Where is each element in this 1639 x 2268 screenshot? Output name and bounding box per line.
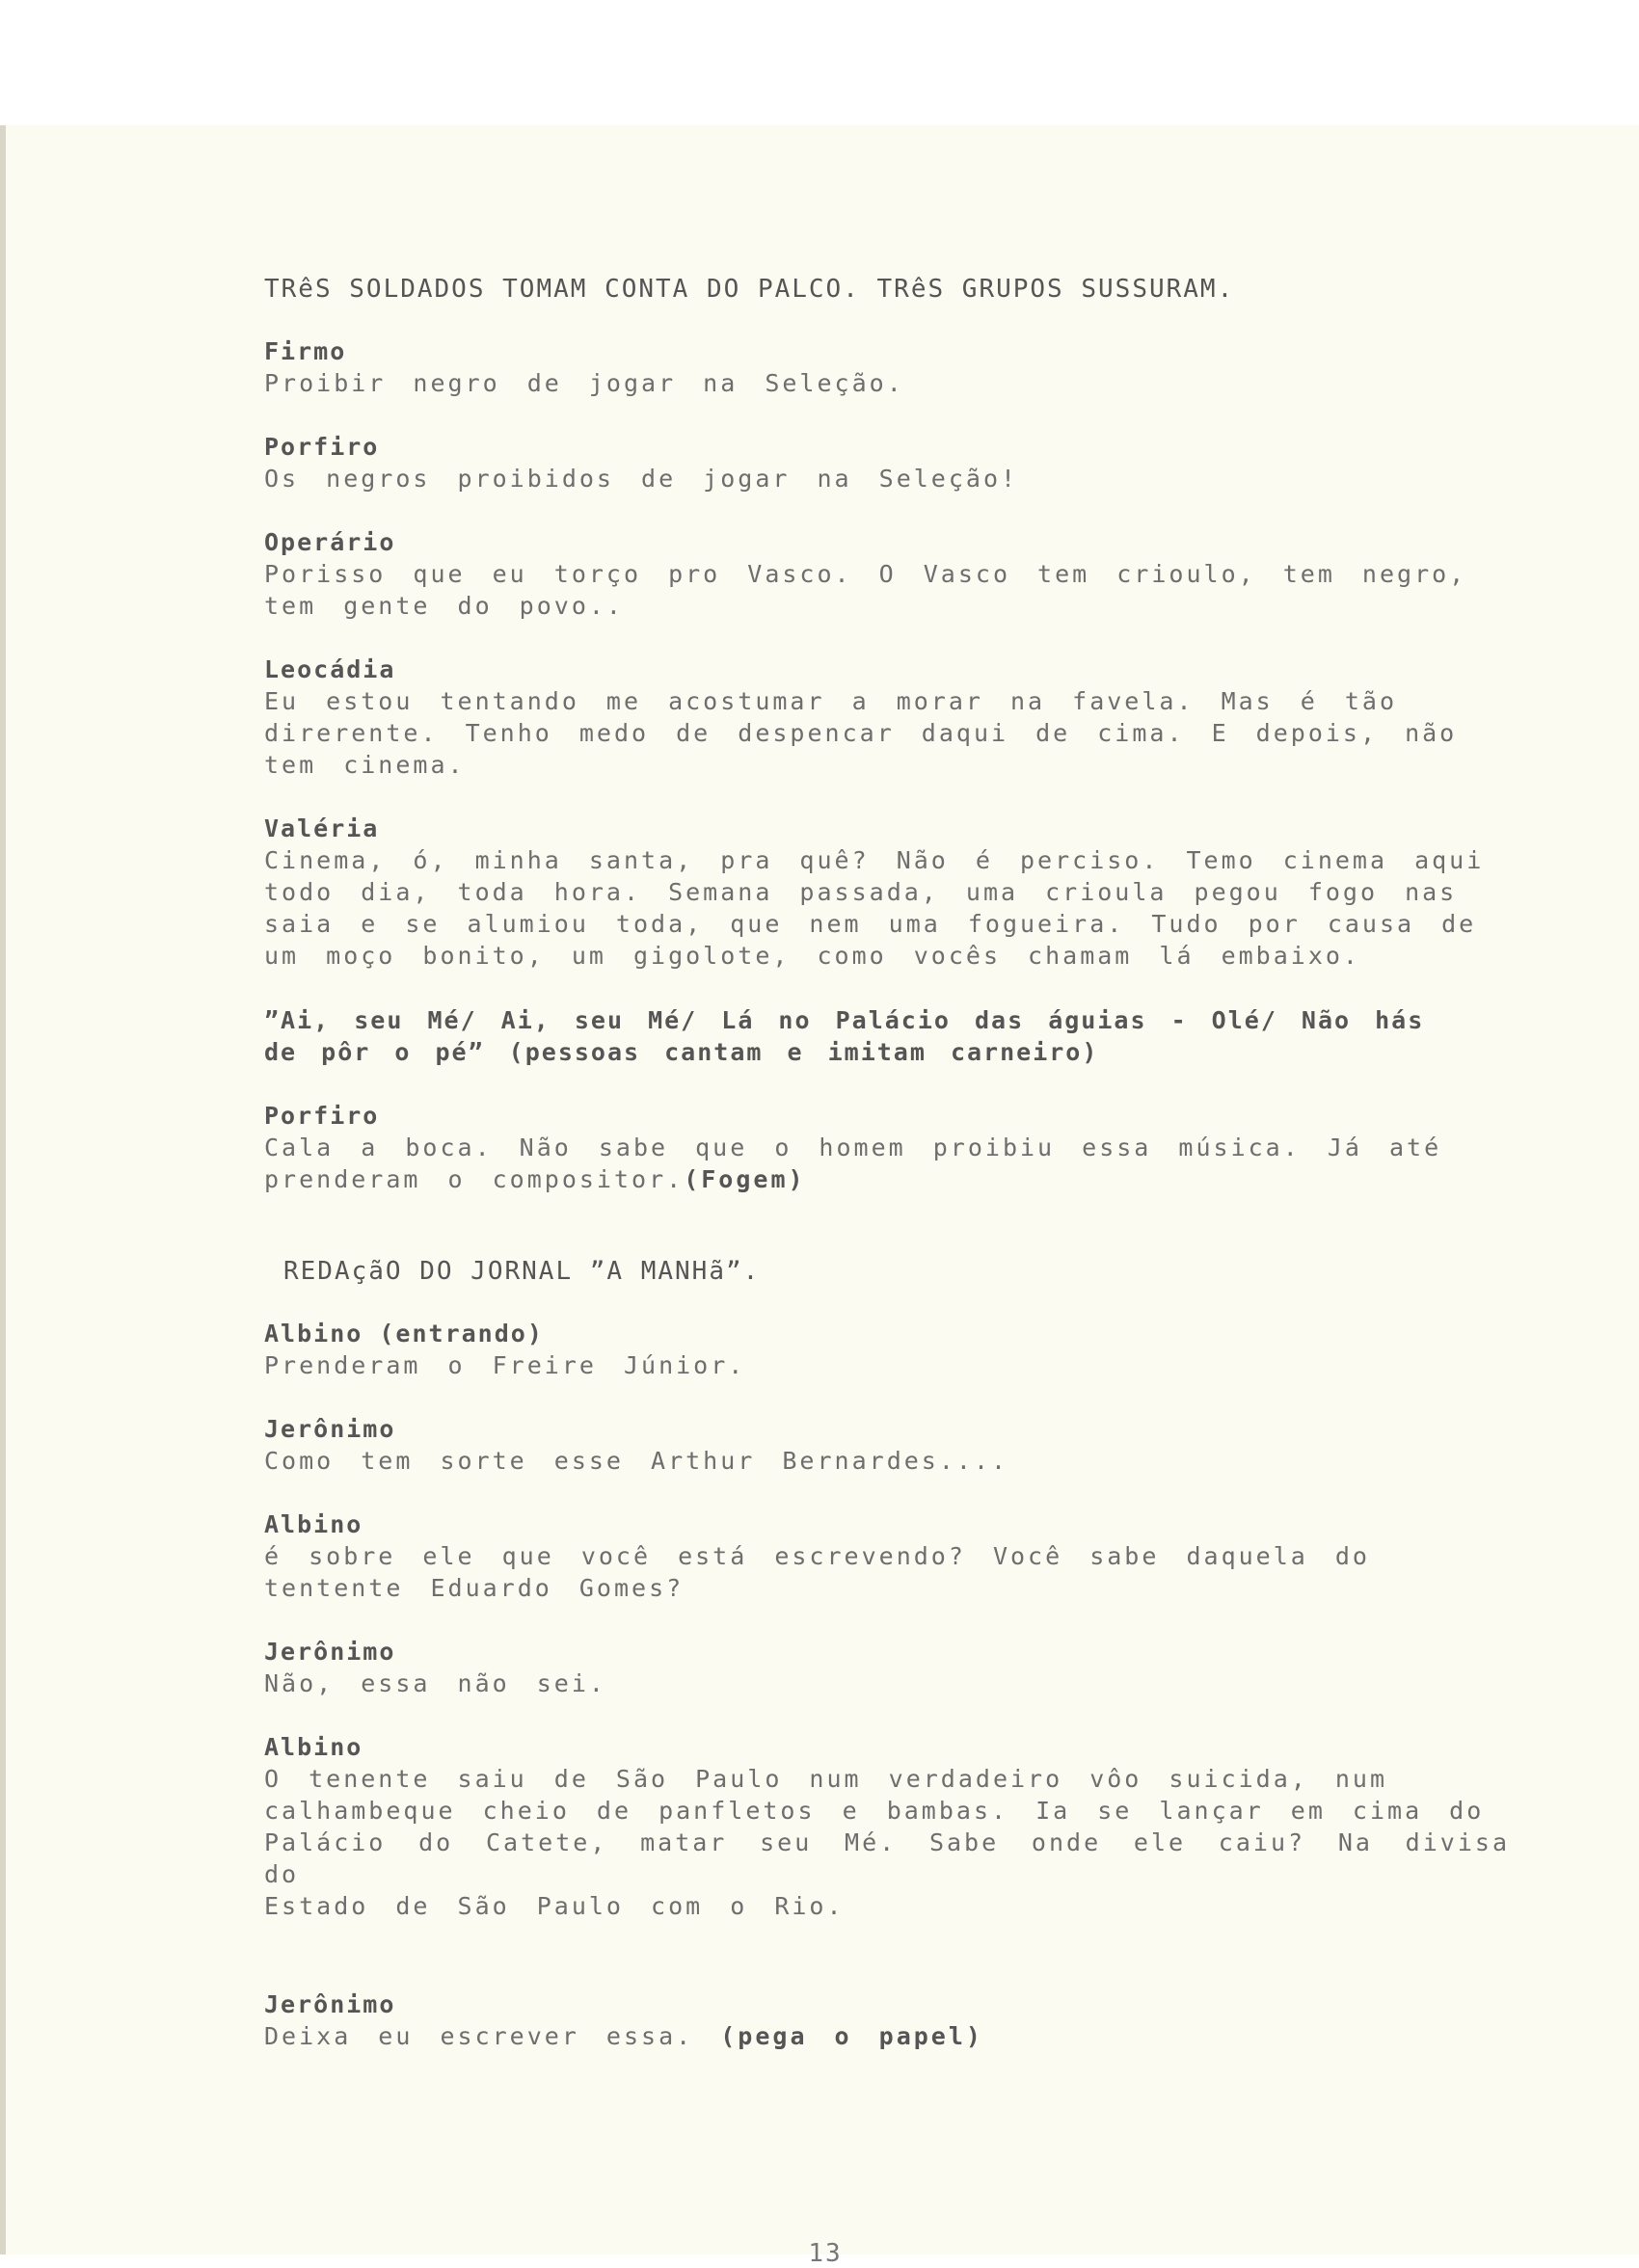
typewritten-page [0, 125, 1639, 2268]
speaker-name: Porfiro [264, 433, 380, 461]
dialogue-line [264, 1163, 1510, 1195]
page-number: 13 [808, 2239, 843, 2268]
dialogue-block [264, 1637, 1510, 1699]
dialogue-text: Deixa eu escrever essa. [264, 2022, 721, 2050]
spacer [264, 1955, 1510, 1989]
dialogue-block [264, 527, 1510, 622]
dialogue-block [264, 1509, 1510, 1604]
dialogue-line: Prenderam o Freire Júnior. [264, 1351, 746, 1379]
speaker-name: Albino [264, 1510, 363, 1538]
dialogue-line: direrente. Tenho medo de despencar daqui de cima. E depois, não [264, 719, 1458, 747]
stage-heading: TRêS SOLDADOS TOMAM CONTA DO PALCO. TRêS GRUPOS SUSSURAM. [264, 275, 1235, 304]
stage-direction: (Fogem) [684, 1165, 806, 1193]
dialogue-line: Palácio do Catete, matar seu Mé. Sabe onde ele caiu? Na divisa do [264, 1828, 1510, 1888]
dialogue-text: prenderam o compositor. [264, 1165, 685, 1193]
speaker-name: Porfiro [264, 1102, 380, 1130]
speaker-name: Leocádia [264, 655, 396, 683]
dialogue-line: é sobre ele que você está escrevendo? Você sabe daquela do [264, 1542, 1370, 1570]
dialogue-line: todo dia, toda hora. Semana passada, uma crioula pegou fogo nas [264, 878, 1458, 906]
speaker-name: Valéria [264, 814, 380, 842]
dialogue-line: Estado de São Paulo com o Rio. [264, 1892, 845, 1920]
song-line: de pôr o pé” (pessoas cantam e imitam carneiro) [264, 1038, 1099, 1066]
dialogue-line: saia e se alumiou toda, que nem uma fogueira. Tudo por causa de [264, 910, 1477, 938]
dialogue-line: Cinema, ó, minha santa, pra quê? Não é perciso. Temo cinema aqui [264, 846, 1485, 874]
dialogue-line: um moço bonito, um gigolote, como vocês chamam lá embaixo. [264, 942, 1360, 970]
dialogue-line: Eu estou tentando me acostumar a morar na favela. Mas é tão [264, 687, 1398, 715]
speaker-name: Jerônimo [264, 1990, 396, 2018]
dialogue-block [264, 432, 1510, 494]
dialogue-block [264, 1101, 1510, 1195]
dialogue-line: O tenente saiu de São Paulo num verdadeiro vôo suicida, num [264, 1765, 1388, 1793]
dialogue-block [264, 1732, 1510, 1922]
speaker-name: Albino (entrando) [264, 1320, 544, 1347]
speaker-name: Jerônimo [264, 1415, 396, 1443]
dialogue-line: tem cinema. [264, 751, 466, 779]
dialogue-block [264, 654, 1510, 781]
dialogue-line: Proibir negro de jogar na Seleção. [264, 369, 904, 397]
dialogue-block [264, 1319, 1510, 1381]
dialogue-line: Porisso que eu torço pro Vasco. O Vasco tem crioulo, tem negro, [264, 560, 1467, 588]
speaker-name: Jerônimo [264, 1638, 396, 1666]
dialogue-section-b [264, 1319, 1510, 1922]
scan-margin-top [0, 0, 1639, 125]
dialogue-line: Cala a boca. Não sabe que o homem proibiu essa música. Já até [264, 1134, 1442, 1161]
speaker-name: Operário [264, 528, 396, 556]
song-line: ”Ai, seu Mé/ Ai, seu Mé/ Lá no Palácio das águias - Olé/ Não hás [264, 1006, 1425, 1034]
dialogue-line: tem gente do povo.. [264, 592, 624, 620]
song-lyrics [264, 1004, 1510, 1068]
dialogue-block [264, 336, 1510, 399]
script-body [264, 275, 1510, 2085]
dialogue-line: Não, essa não sei. [264, 1669, 606, 1697]
dialogue-section-a [264, 336, 1510, 972]
dialogue-line: Como tem sorte esse Arthur Bernardes.... [264, 1447, 1009, 1475]
dialogue-block [264, 1414, 1510, 1477]
speaker-name: Firmo [264, 337, 347, 365]
dialogue-block [264, 1989, 1510, 2052]
dialogue-line: tentente Eduardo Gomes? [264, 1574, 685, 1602]
scene-title: REDAçãO DO JORNAL ”A MANHã”. [283, 1257, 761, 1286]
stage-direction: (pega o papel) [720, 2022, 983, 2050]
dialogue-line [264, 2020, 1510, 2052]
dialogue-line: Os negros proibidos de jogar na Seleção! [264, 465, 1019, 493]
speaker-name: Albino [264, 1733, 363, 1761]
dialogue-block [264, 814, 1510, 972]
dialogue-line: calhambeque cheio de panfletos e bambas. Ia se lançar em cima do [264, 1797, 1485, 1825]
